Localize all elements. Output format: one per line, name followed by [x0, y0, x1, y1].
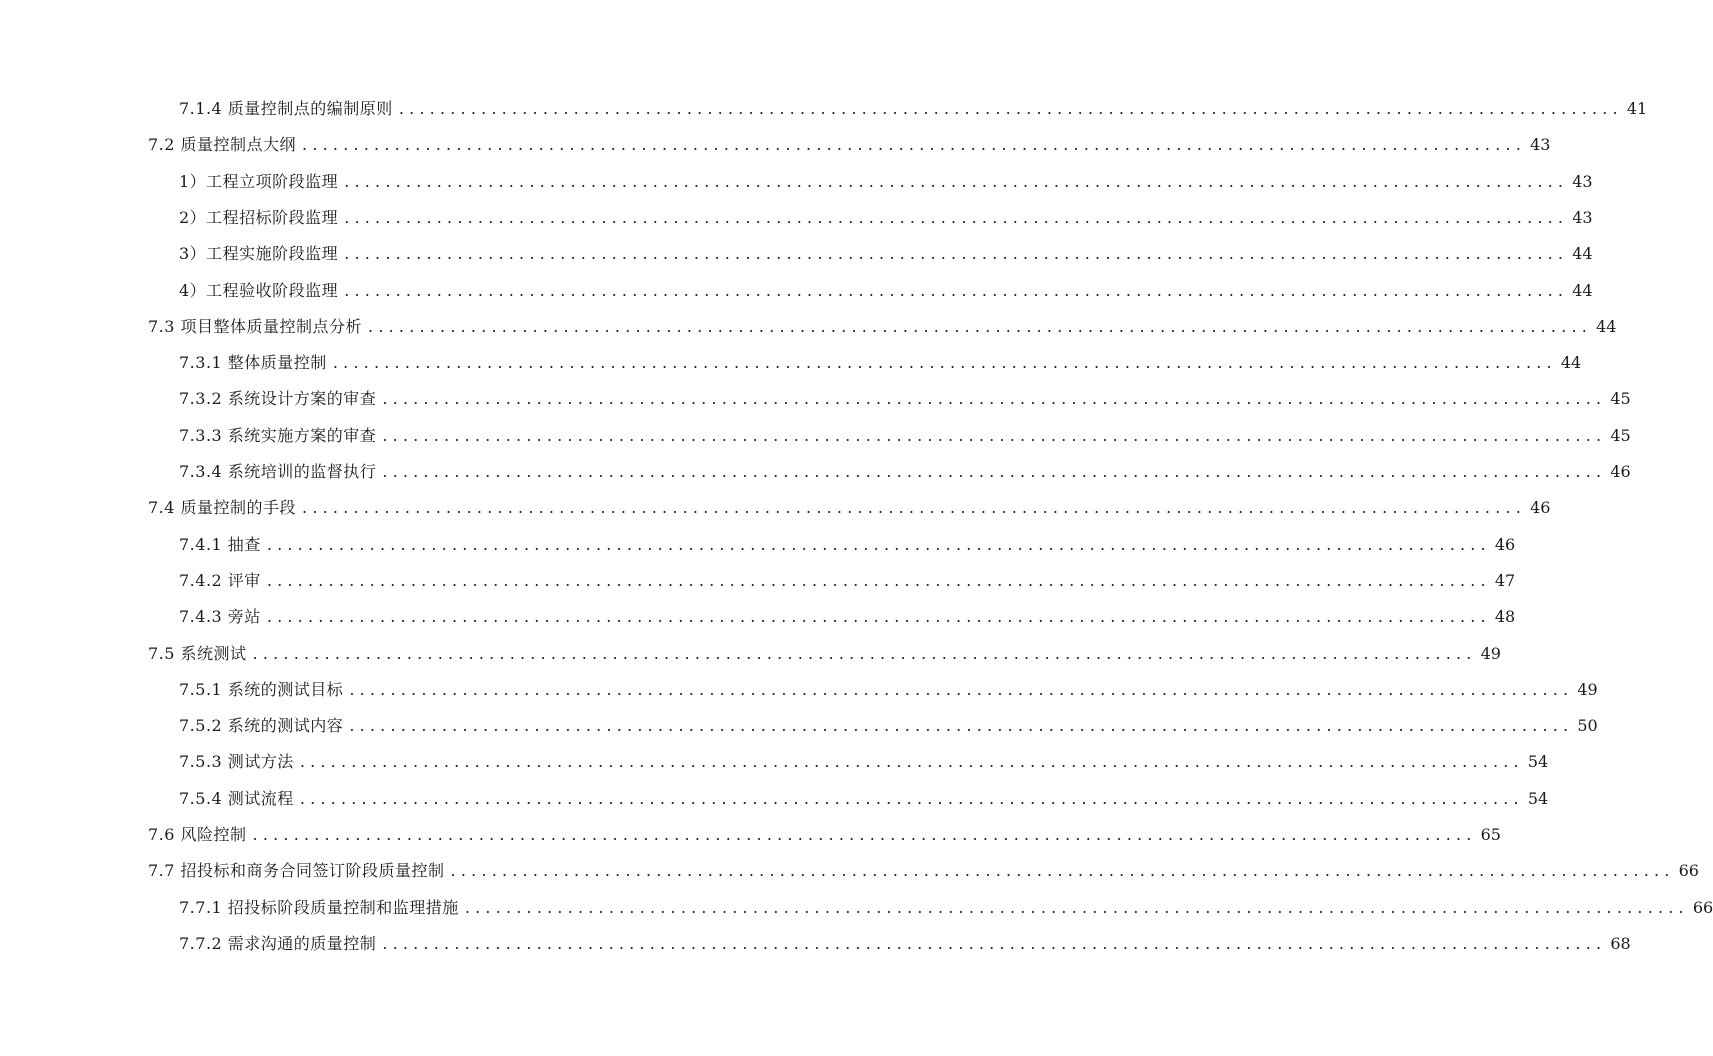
toc-entry[interactable]	[179, 384, 1631, 414]
toc-dot-leader: .......................................................................................................................	[349, 716, 1574, 736]
toc-entry-title: 2）工程招标阶段监理	[179, 207, 339, 227]
toc-entry-page-number: 68	[1610, 933, 1631, 953]
toc-entry-page-number: 46	[1610, 462, 1631, 481]
toc-entry-title: 7.5 系统测试	[148, 643, 247, 663]
toc-entry-title: 7.4 质量控制的手段	[148, 498, 297, 518]
toc-entry-page-number: 50	[1577, 716, 1598, 736]
toc-entry-page-number: 41	[1626, 99, 1648, 118]
toc-dot-leader: .......................................................................................................................	[252, 825, 1477, 844]
toc-entry-title: 7.3.1 整体质量控制	[179, 353, 327, 373]
toc-entry-title: 7.5.4 测试流程	[179, 788, 294, 808]
toc-entry[interactable]	[179, 276, 1593, 306]
toc-entry-title: 7.4.3 旁站	[179, 607, 261, 627]
toc-entry[interactable]	[179, 747, 1549, 777]
toc-entry[interactable]	[179, 457, 1631, 487]
toc-dot-leader: .......................................................................................................................	[382, 462, 1607, 481]
toc-entry[interactable]	[179, 711, 1598, 741]
toc-entry[interactable]	[148, 493, 1551, 523]
toc-entry[interactable]	[179, 203, 1593, 233]
toc-entry[interactable]	[179, 167, 1593, 197]
toc-entry-title: 7.2 质量控制点大纲	[148, 135, 297, 155]
toc-entry-page-number: 43	[1530, 135, 1551, 155]
toc-entry[interactable]	[148, 639, 1501, 669]
toc-dot-leader: .......................................................................................................................	[302, 498, 1527, 518]
toc-dot-leader: .......................................................................................................................	[344, 207, 1569, 227]
toc-entry[interactable]	[179, 530, 1516, 560]
toc-entry-page-number: 44	[1560, 353, 1582, 373]
toc-entry[interactable]	[179, 421, 1631, 451]
toc-dot-leader: .......................................................................................................................	[302, 135, 1527, 155]
toc-dot-leader: .......................................................................................................................	[368, 316, 1593, 336]
toc-entry[interactable]	[148, 312, 1617, 342]
toc-entry-page-number: 65	[1480, 825, 1501, 844]
toc-entry-title: 7.3 项目整体质量控制点分析	[148, 316, 363, 336]
toc-entry[interactable]	[179, 602, 1516, 632]
toc-entry-page-number: 48	[1494, 607, 1516, 627]
toc-entry[interactable]	[179, 239, 1593, 269]
toc-entry[interactable]	[179, 784, 1549, 814]
toc-entry-title: 7.7 招投标和商务合同签订阶段质量控制	[148, 861, 445, 881]
toc-entry-title: 7.5.1 系统的测试目标	[179, 679, 344, 699]
toc-entry-title: 7.4.1 抽查	[179, 534, 261, 554]
toc-dot-leader: .......................................................................................................................	[332, 353, 1557, 373]
toc-entry-title: 7.5.2 系统的测试内容	[179, 716, 344, 736]
toc-entry-page-number: 46	[1494, 534, 1516, 554]
toc-entry[interactable]	[179, 348, 1582, 378]
toc-entry-title: 3）工程实施阶段监理	[179, 244, 339, 264]
toc-entry-title: 7.1.4 质量控制点的编制原则	[179, 99, 393, 118]
toc-entry[interactable]	[179, 893, 1713, 923]
toc-entry-page-number: 54	[1527, 788, 1549, 808]
toc-dot-leader: .......................................................................................................................	[450, 861, 1675, 881]
toc-dot-leader: .......................................................................................................................	[382, 933, 1607, 953]
toc-dot-leader: .......................................................................................................................	[299, 752, 1524, 772]
toc-entry-title: 7.7.1 招投标阶段质量控制和监理措施	[179, 897, 459, 917]
toc-dot-leader: .......................................................................................................................	[299, 788, 1524, 808]
toc-entry-title: 4）工程验收阶段监理	[179, 280, 339, 300]
toc-entry-page-number: 44	[1572, 280, 1593, 300]
toc-entry-title: 7.6 风险控制	[148, 825, 247, 844]
toc-entry-page-number: 45	[1610, 425, 1631, 445]
toc-entry-title: 1）工程立项阶段监理	[179, 171, 339, 191]
toc-entry-title: 7.3.4 系统培训的监督执行	[179, 462, 377, 481]
toc-entry-page-number: 43	[1572, 207, 1593, 227]
toc-entry-title: 7.7.2 需求沟通的质量控制	[179, 933, 377, 953]
toc-entry[interactable]	[179, 94, 1648, 124]
toc-entry[interactable]	[148, 130, 1551, 160]
toc-dot-leader: .......................................................................................................................	[344, 171, 1569, 191]
toc-dot-leader: .......................................................................................................................	[464, 897, 1689, 917]
toc-entry-title: 7.3.2 系统设计方案的审查	[179, 389, 377, 409]
toc-entry-title: 7.3.3 系统实施方案的审查	[179, 425, 377, 445]
toc-entry[interactable]	[148, 820, 1501, 850]
toc-entry[interactable]	[148, 856, 1699, 886]
toc-entry-title: 7.4.2 评审	[179, 570, 261, 590]
toc-dot-leader: .......................................................................................................................	[266, 607, 1491, 627]
toc-entry-page-number: 49	[1577, 679, 1598, 699]
toc-dot-leader: .......................................................................................................................	[349, 679, 1574, 699]
toc-entry-page-number: 66	[1692, 897, 1713, 917]
toc-entry-page-number: 46	[1530, 498, 1551, 518]
toc-dot-leader: .......................................................................................................................	[344, 244, 1569, 264]
toc-entry-page-number: 47	[1494, 570, 1516, 590]
toc-entry-page-number: 44	[1572, 244, 1593, 264]
toc-entry-page-number: 49	[1480, 643, 1501, 663]
toc-entry-page-number: 43	[1572, 171, 1593, 191]
toc-entry-page-number: 44	[1596, 316, 1617, 336]
toc-dot-leader: .......................................................................................................................	[344, 280, 1569, 300]
toc-dot-leader: .......................................................................................................................	[398, 99, 1623, 118]
toc-entry[interactable]	[179, 675, 1598, 705]
toc-dot-leader: .......................................................................................................................	[266, 570, 1491, 590]
toc-entry-page-number: 54	[1527, 752, 1549, 772]
toc-entry[interactable]	[179, 566, 1516, 596]
toc-dot-leader: .......................................................................................................................	[382, 389, 1607, 409]
toc-entry[interactable]	[179, 929, 1631, 959]
toc-entry-page-number: 45	[1610, 389, 1631, 409]
toc-entry-page-number: 66	[1678, 861, 1699, 881]
toc-entry-title: 7.5.3 测试方法	[179, 752, 294, 772]
toc-dot-leader: .......................................................................................................................	[382, 425, 1607, 445]
toc-dot-leader: .......................................................................................................................	[252, 643, 1477, 663]
toc-dot-leader: .......................................................................................................................	[266, 534, 1491, 554]
